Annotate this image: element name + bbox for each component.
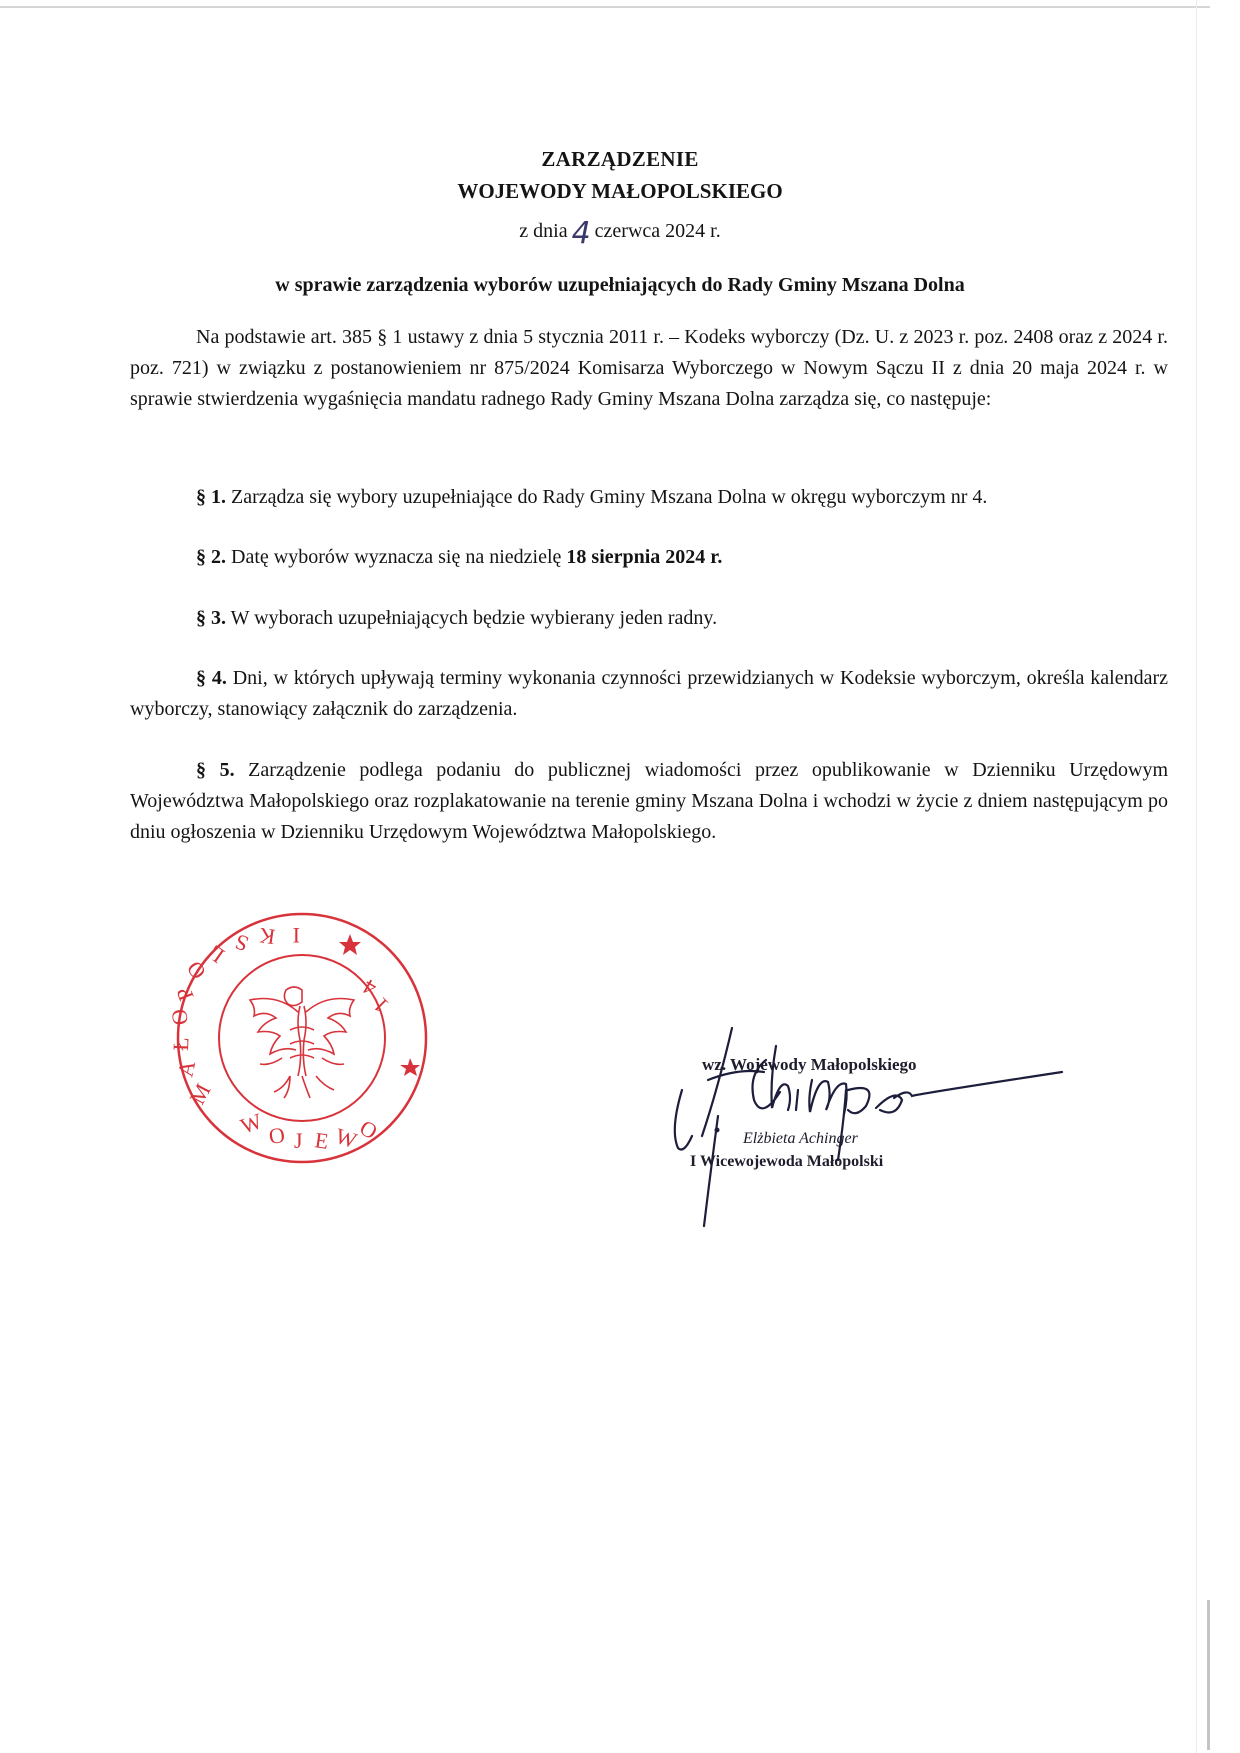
section-number: § 3. [196, 607, 226, 629]
section-number: § 4. [196, 667, 227, 689]
section-text: W wyborach uzupełniających będzie wybierany jeden radny. [230, 607, 718, 629]
handwritten-signature [662, 1020, 1062, 1230]
scan-right-edge [1196, 0, 1197, 1753]
svg-text:4: 4 [358, 974, 381, 1002]
section-number: § 1. [196, 486, 226, 508]
scan-edge-mark [1207, 1600, 1210, 1750]
svg-text:I: I [292, 923, 300, 948]
date-day-handwritten: 4 [571, 216, 591, 251]
eagle-emblem-icon [250, 987, 354, 1098]
svg-text:K: K [257, 922, 277, 950]
svg-text:J: J [294, 1128, 303, 1153]
date-suffix: czerwca 2024 r. [594, 220, 721, 242]
svg-text:1: 1 [368, 992, 394, 1019]
stamp-inner-ring [219, 955, 385, 1121]
preamble [130, 322, 1168, 415]
svg-text:S: S [231, 929, 252, 957]
document-subject: w sprawie zarządzenia wyborów uzupełniających do Rady Gminy Mszana Dolna [275, 274, 965, 296]
section-number: § 2. [196, 546, 226, 568]
svg-text:E: E [313, 1127, 331, 1154]
section-5 [130, 755, 1168, 848]
scan-top-edge [0, 6, 1210, 8]
svg-text:L: L [203, 940, 229, 969]
svg-text:Ł: Ł [168, 1036, 194, 1052]
document-title: ZARZĄDZENIE [541, 147, 699, 171]
document-issuer: WOJEWODY MAŁOPOLSKIEGO [457, 179, 783, 203]
svg-text:P: P [170, 983, 199, 1005]
section-number: § 5. [196, 759, 235, 781]
election-date: 18 sierpnia 2024 r. [566, 546, 723, 568]
svg-text:O: O [165, 1007, 193, 1027]
svg-text:A: A [172, 1058, 201, 1080]
section-text: Datę wyborów wyznacza się na niedzielę [231, 546, 562, 568]
signature-line-on-behalf: wz. Wojewody Małopolskiego [702, 1055, 917, 1074]
svg-text:O: O [267, 1121, 287, 1149]
svg-text:W: W [332, 1122, 360, 1154]
section-3 [130, 603, 1168, 634]
svg-text:O: O [181, 956, 211, 985]
date-prefix: z dnia [519, 220, 568, 242]
section-text: Zarządzenie podlega podaniu do publicznej wiadomości przez opublikowanie w Dzienniku Urzędowym Województwa Małopolskiego oraz rozplakatowanie na terenie gminy Mszana Dolna i wchodzi w życie z dniem następującym po dniu ogłoszenia w Dzienniku Urzędowym Województwa Małopolskiego. [130, 759, 1169, 843]
section-text: Dni, w których upływają terminy wykonania czynności przewidzianych w Kodeksie wyborczym, określa kalendarz wyborczy, stanowiący załącznik do zarządzenia. [130, 667, 1168, 720]
svg-text:O: O [355, 1114, 382, 1145]
section-2 [130, 542, 1168, 573]
section-4 [130, 663, 1168, 725]
section-text: Zarządza się wybory uzupełniające do Rady Gminy Mszana Dolna w okręgu wyborczym nr 4. [231, 486, 988, 508]
official-stamp [165, 908, 432, 1168]
signatory-name: Elżbieta Achinger [743, 1130, 858, 1147]
document-date [0, 210, 1240, 251]
signatory-role: I Wicewojewoda Małopolski [690, 1153, 884, 1170]
preamble-text: Na podstawie art. 385 § 1 ustawy z dnia 5 stycznia 2011 r. – Kodeks wyborczy (Dz. U. z 2023 r. poz. 2408 oraz z 2024 r. poz. 721) w związku z postanowieniem nr 875/2024 Komisarza Wyborczego w Nowym Sączu II z dnia 20 maja 2024 r. w sprawie stwierdzenia wygaśnięcia mandatu radnego Rady Gminy Mszana Dolna zarządza się, co następuje: [130, 326, 1168, 410]
svg-text:M: M [184, 1079, 216, 1109]
section-1 [130, 482, 1168, 513]
svg-text:W: W [237, 1108, 266, 1139]
